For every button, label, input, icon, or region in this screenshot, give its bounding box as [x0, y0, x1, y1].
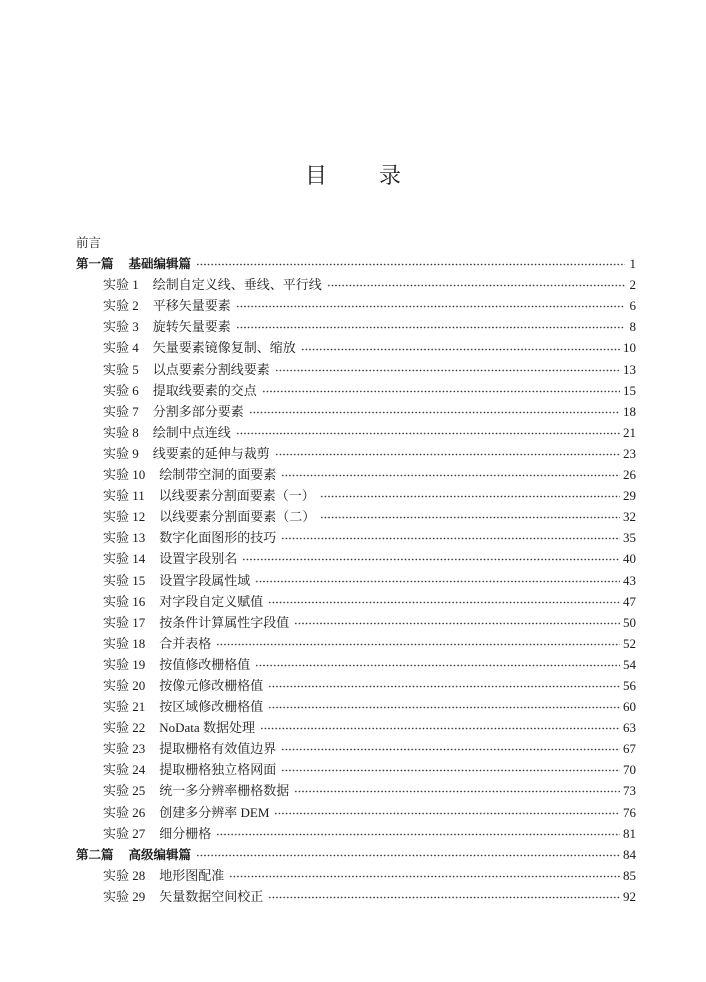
- entry-title: 按值修改栅格值: [159, 656, 251, 672]
- toc-entry-row: [76, 717, 636, 738]
- dot-leader: [274, 802, 620, 823]
- entry-label: 实验 7: [103, 403, 139, 419]
- dot-leader: [281, 527, 620, 548]
- page-number: 29: [623, 488, 636, 504]
- page-number: 73: [623, 783, 636, 799]
- page-number: 40: [623, 551, 636, 567]
- entry-title: 对字段自定义赋值: [159, 593, 264, 609]
- entry-title: 提取栅格有效值边界: [159, 741, 277, 757]
- dot-leader: [216, 633, 620, 654]
- toc-entry-row: [76, 865, 636, 886]
- dot-leader: [327, 274, 625, 295]
- toc-preface-row: [76, 232, 636, 253]
- toc-part-row: [76, 844, 636, 865]
- entry-label: 实验 6: [103, 382, 139, 398]
- page-number: 56: [623, 677, 636, 693]
- entry-label: 实验 20: [103, 677, 146, 693]
- entry-label: 实验 19: [103, 656, 146, 672]
- toc-entry-row: [76, 886, 636, 907]
- entry-title: 矢量数据空间校正: [159, 888, 264, 904]
- page-number: 32: [623, 509, 636, 525]
- dot-leader: [196, 253, 625, 274]
- entry-title: 提取线要素的交点: [152, 382, 257, 398]
- toc-entry-row: [76, 591, 636, 612]
- toc-entry-row: [76, 422, 636, 443]
- dot-leader: [294, 780, 620, 801]
- dot-leader: [249, 401, 620, 422]
- page-number: 47: [623, 593, 636, 609]
- toc-entry-row: [76, 759, 636, 780]
- dot-leader: [236, 422, 620, 443]
- page-number: 67: [623, 741, 636, 757]
- dot-leader: [281, 464, 620, 485]
- toc-entry-row: [76, 738, 636, 759]
- entry-label: 实验 17: [103, 614, 146, 630]
- entry-label: 实验 26: [103, 804, 146, 820]
- page-title-char-2: 录: [379, 164, 402, 189]
- dot-leader: [262, 380, 620, 401]
- dot-leader: [268, 675, 620, 696]
- page-number: 13: [623, 361, 636, 377]
- entry-label: 实验 8: [103, 424, 139, 440]
- dot-leader: [281, 759, 620, 780]
- dot-leader: [260, 717, 620, 738]
- toc-entry-row: [76, 780, 636, 801]
- page-number: 52: [623, 635, 636, 651]
- toc-entry-row: [76, 380, 636, 401]
- entry-title: 线要素的延伸与裁剪: [152, 445, 270, 461]
- toc-entry-row: [76, 359, 636, 380]
- page-number: 35: [623, 530, 636, 546]
- part-number: 第一篇: [76, 256, 114, 272]
- entry-label: 实验 27: [103, 825, 146, 841]
- entry-title: 绘制自定义线、垂线、平行线: [152, 277, 322, 293]
- dot-leader: [255, 570, 620, 591]
- page-number: 43: [623, 572, 636, 588]
- entry-label: 实验 5: [103, 361, 139, 377]
- entry-title: 地形图配准: [159, 867, 225, 883]
- entry-label: 实验 4: [103, 340, 139, 356]
- table-of-contents: [76, 232, 636, 907]
- page-number: 18: [623, 403, 636, 419]
- page-number: 85: [623, 867, 636, 883]
- part-title: 高级编辑篇: [128, 846, 192, 862]
- dot-leader: [229, 865, 620, 886]
- page-number: 2: [629, 277, 636, 293]
- entry-title: 分割多部分要素: [152, 403, 244, 419]
- entry-title: 提取栅格独立格网面: [159, 762, 277, 778]
- dot-leader: [196, 844, 620, 865]
- page-number: 50: [623, 614, 636, 630]
- dot-leader: [281, 738, 620, 759]
- page-number: 8: [629, 319, 636, 335]
- page-number: 60: [623, 699, 636, 715]
- dot-leader: [275, 443, 620, 464]
- page-number: 1: [629, 256, 636, 272]
- dot-leader: [268, 696, 620, 717]
- entry-label: 实验 23: [103, 741, 146, 757]
- page-number: 54: [623, 656, 636, 672]
- page-number: 70: [623, 762, 636, 778]
- part-title: 基础编辑篇: [128, 256, 192, 272]
- page-title-char-1: 目: [304, 164, 327, 189]
- entry-label: 实验 9: [103, 445, 139, 461]
- dot-leader: [255, 654, 620, 675]
- dot-leader: [236, 316, 625, 337]
- part-number: 第二篇: [76, 846, 114, 862]
- page-number: 84: [623, 846, 636, 862]
- entry-label: 实验 13: [103, 530, 146, 546]
- entry-label: 实验 12: [103, 509, 146, 525]
- entry-title: 以线要素分割面要素（二）: [159, 509, 316, 525]
- dot-leader: [268, 591, 620, 612]
- toc-entry-row: [76, 823, 636, 844]
- toc-entry-row: [76, 464, 636, 485]
- entry-title: 旋转矢量要素: [152, 319, 231, 335]
- toc-entry-row: [76, 696, 636, 717]
- dot-leader: [320, 485, 620, 506]
- entry-label: 实验 3: [103, 319, 139, 335]
- dot-leader: [236, 295, 625, 316]
- entry-label: 实验 14: [103, 551, 146, 567]
- toc-entry-row: [76, 612, 636, 633]
- entry-label: 实验 22: [103, 720, 146, 736]
- entry-label: 实验 2: [103, 298, 139, 314]
- entry-label: 实验 24: [103, 762, 146, 778]
- page-number: 10: [623, 340, 636, 356]
- toc-entry-row: [76, 570, 636, 591]
- entry-title: 创建多分辨率 DEM: [159, 804, 270, 820]
- toc-entry-row: [76, 443, 636, 464]
- toc-entry-row: [76, 675, 636, 696]
- entry-label: 实验 29: [103, 888, 146, 904]
- entry-title: 统一多分辨率栅格数据: [159, 783, 290, 799]
- entry-title: 以线要素分割面要素（一）: [158, 488, 315, 504]
- entry-label: 实验 10: [103, 467, 146, 483]
- page-number: 63: [623, 720, 636, 736]
- toc-entry-row: [76, 485, 636, 506]
- entry-title: 设置字段别名: [159, 551, 238, 567]
- entry-label: 实验 28: [103, 867, 146, 883]
- entry-title: 以点要素分割线要素: [152, 361, 270, 377]
- toc-entry-row: [76, 633, 636, 654]
- entry-label: 实验 21: [103, 699, 146, 715]
- page-number: 15: [623, 382, 636, 398]
- entry-label: 实验 18: [103, 635, 146, 651]
- toc-entry-row: [76, 548, 636, 569]
- dot-leader: [301, 338, 620, 359]
- entry-title: NoData 数据处理: [159, 720, 255, 736]
- page-number: 21: [623, 424, 636, 440]
- entry-label: 实验 15: [103, 572, 146, 588]
- dot-leader: [275, 359, 620, 380]
- page-number: 26: [623, 467, 636, 483]
- page-number: 76: [623, 804, 636, 820]
- toc-entry-row: [76, 506, 636, 527]
- entry-label: 实验 25: [103, 783, 146, 799]
- entry-title: 设置字段属性域: [159, 572, 251, 588]
- page-number: 92: [623, 888, 636, 904]
- page-number: 23: [623, 445, 636, 461]
- entry-title: 绘制带空洞的面要素: [159, 467, 277, 483]
- entry-title: 平移矢量要素: [152, 298, 231, 314]
- page-number: 81: [623, 825, 636, 841]
- preface-title: 前言: [76, 235, 102, 250]
- entry-title: 数字化面图形的技巧: [159, 530, 277, 546]
- dot-leader: [242, 548, 620, 569]
- entry-title: 按像元修改栅格值: [159, 677, 264, 693]
- entry-label: 实验 16: [103, 593, 146, 609]
- toc-entry-row: [76, 295, 636, 316]
- entry-title: 矢量要素镜像复制、缩放: [152, 340, 296, 356]
- entry-title: 细分栅格: [159, 825, 212, 841]
- toc-entry-row: [76, 316, 636, 337]
- page-title: [0, 164, 706, 190]
- dot-leader: [320, 506, 620, 527]
- entry-title: 合并表格: [159, 635, 212, 651]
- entry-title: 按区域修改栅格值: [159, 699, 264, 715]
- dot-leader: [268, 886, 620, 907]
- entry-label: 实验 11: [103, 488, 145, 504]
- entry-label: 实验 1: [103, 277, 139, 293]
- toc-entry-row: [76, 527, 636, 548]
- toc-entry-row: [76, 654, 636, 675]
- entry-title: 绘制中点连线: [152, 424, 231, 440]
- toc-entry-row: [76, 274, 636, 295]
- toc-entry-row: [76, 337, 636, 358]
- dot-leader: [294, 612, 620, 633]
- toc-entry-row: [76, 401, 636, 422]
- page-number: 6: [629, 298, 636, 314]
- entry-title: 按条件计算属性字段值: [159, 614, 290, 630]
- toc-part-row: [76, 253, 636, 274]
- toc-entry-row: [76, 802, 636, 823]
- dot-leader: [216, 823, 620, 844]
